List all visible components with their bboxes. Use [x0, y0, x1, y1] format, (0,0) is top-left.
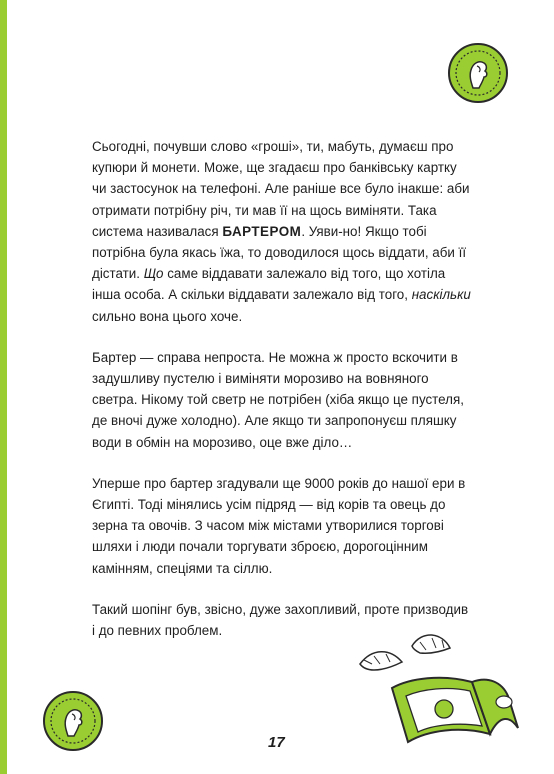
paragraph-barter-history: Уперше про бартер згадували ще 9000 років до нашої ери в Єгипті. Тоді мінялись усім підряд — від корів та овець до зерна та овочів. З часом між містами утворилися торгові шляхи і люди почали торгувати зброєю, дорогоцінним камінням, спеціями та сіллю. — [92, 475, 466, 576]
emphasis-what: Що — [143, 266, 164, 282]
paragraph-barter-problems: Такий шопінг був, звісно, дуже захопливий, проте призводив і до певних проблем. — [92, 601, 469, 639]
paragraph-barter-intro: Сьогодні, почувши слово «гроші», ти, мабуть, думаєш про купюри й монети. Може, ще згадаєш про банківську картку чи застосунок на телефоні. Але раніше все було інакше: аби отримати потрібну річ, ти мав її на щось виміняти. Така система називалася БАРТЕРОМ. Уяви-но! Якщо тобі потрібна була якась їжа, то доводилося щось віддати, аби її дістати. Що саме віддавати залежало від того, що хотіла інша особа. А скільки віддавати залежало від того, наскільки сильно вона цього хоче. — [92, 139, 471, 324]
barter-term: БАРТЕРОМ — [222, 223, 302, 239]
coin-icon — [42, 690, 104, 752]
body-text — [92, 136, 472, 661]
paragraph-barter-difficulty: Бартер — справа непроста. Не можна ж просто вскочити в задушливу пустелю і виміняти морозиво на вовняного светра. Нікому той светр не потрібен (хіба якщо це пустеля, де вночі дуже холодно). Але якщо ти запропонуєш пляшку води в обмін на морозиво, оце вже діло… — [92, 349, 464, 450]
coin-icon — [447, 42, 509, 104]
emphasis-how-much: наскільки — [411, 287, 471, 303]
page-spine-accent — [0, 0, 7, 774]
page-number: 17 — [268, 734, 285, 751]
